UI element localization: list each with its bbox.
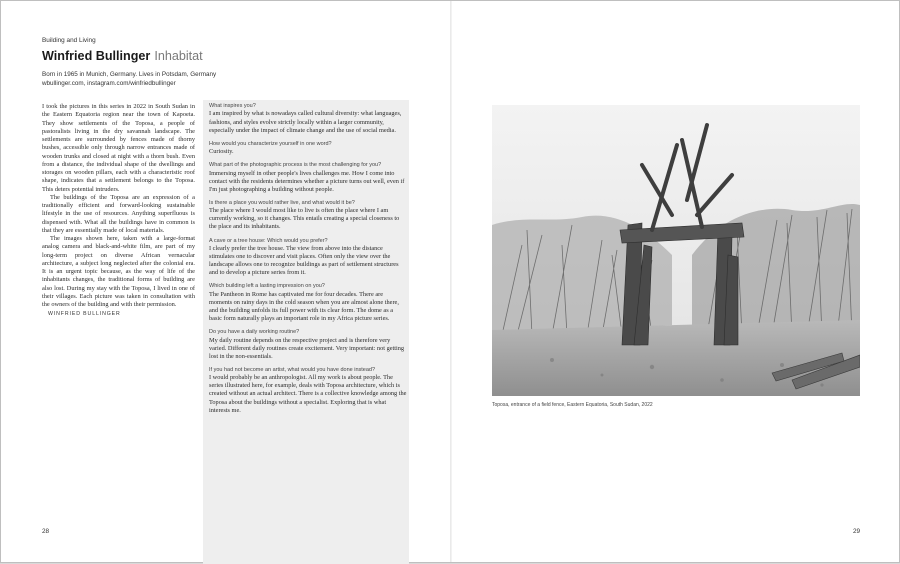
interview-item	[209, 367, 407, 415]
interview-question: Do you have a daily working routine?	[209, 329, 300, 336]
work-title: Inhabitat	[154, 49, 203, 63]
bio-birth-line: Born in 1965 in Munich, Germany. Lives in Potsdam, Germany	[42, 71, 217, 78]
section-label: Building and Living	[42, 37, 96, 44]
interview-question: How would you characterize yourself in one word?	[209, 140, 332, 147]
interview-answer: I would probably be an anthropologist. All my work is about people. The series illustrated here, for example, deals with Toposa architecture, which is created without an actual architect. There is a collective knowledge among the Toposa about the buildings without a specialist. Exploring that is what interests me.	[209, 374, 407, 414]
page-gutter	[450, 1, 452, 562]
page-number-right: 29	[853, 528, 861, 535]
artist-name: Winfried Bullinger	[42, 49, 151, 63]
interview-panel	[203, 100, 409, 564]
interview-answer: The Pantheon in Rome has captivated me for four decades. There are moments on rainy days in the cold season when you are almost alone there, and the building unfolds its full power with its clear form. The dome as a basic form naturally plays an important role in my Africa picture series.	[209, 290, 399, 323]
statement-paragraph: The buildings of the Toposa are an expression of a traditionally efficient and forward-looking sustainable lifestyle in the use of resources. Anything superfluous is dispensed with. What all the buildings have in common is that they are essentially made of local materials.	[42, 193, 195, 234]
statement-paragraph: I took the pictures in this series in 2022 in South Sudan in the Eastern Equatoria region near the town of Kapoeta. They show settlements of the Toposa, a people of pastoralists living in the dry savannah landscape. The settlements are surrounded by fences made of thorny bushes, accessible only through narrow entrances made of wooden trunks and closed at night with a thorn bush. Even from a distance, the individual shape of the dwellings and storages on wooden pillars, each with a characteristic roof shape, indicates that a settlement belongs to the Toposa. This deters potential intruders.	[42, 103, 195, 193]
interview-answer: I clearly prefer the tree house. The view from above into the distance stimulates one to discover and visit places. Often only the view over the landscape allows one to recognize buildings as part of settlement structures and to develop a picture series from it.	[209, 244, 399, 277]
bio-links-line: wbullinger.com, instagram.com/winfriedbullinger	[42, 80, 176, 87]
interview-item	[209, 103, 407, 135]
interview-question: What inspires you?	[209, 103, 256, 109]
interview-question: If you had not become an artist, what would you have done instead?	[209, 366, 376, 373]
photo-caption: Toposa, entrance of a field fence, Eastern Equatoria, South Sudan, 2022	[492, 402, 653, 408]
interview-question: Which building left a lasting impression on you?	[209, 283, 325, 290]
author-signature: WINFRIED BULLINGER	[48, 311, 121, 318]
interview-question: What part of the photographic process is the most challenging for you?	[209, 162, 382, 169]
interview-item	[209, 141, 407, 157]
artist-statement	[42, 103, 195, 319]
artist-bio	[42, 70, 216, 88]
photograph	[492, 105, 860, 396]
interview-answer: I am inspired by what is nowadays called cultural diversity: what languages, fashions, and styles evolve strictly locally within a larger community, especially under the impact of climate change and the use of social media.	[209, 110, 402, 134]
interview-item	[209, 200, 407, 232]
interview-answer: My daily routine depends on the respective project and is therefore very varied. Different daily routines create excitement. Very important: not getting lost in the non-essentials.	[209, 336, 405, 360]
interview-question: A cave or a tree house: Which would you prefer?	[209, 237, 328, 244]
page-number-left: 28	[42, 528, 50, 535]
interview-item	[209, 329, 407, 361]
interview-list	[209, 103, 407, 421]
interview-answer: Curiosity.	[209, 148, 234, 156]
interview-item	[209, 162, 407, 194]
interview-item	[209, 238, 407, 278]
interview-item	[209, 283, 407, 323]
interview-answer: Immersing myself in other people's lives challenges me. How I come into contact with the residents determines whether a picture turns out well, even if I'm just photographing a building without people.	[209, 169, 405, 193]
statement-paragraph: The images shown here, taken with a large-format analog camera and black-and-white film, are part of my long-term project on diverse African vernacular architecture, a subject long neglected after the colonial era. It is an urgent topic because, as the way of life of the inhabitants changes, the traditional forms of building are also lost. During my stay with the Toposa, I lived in one of their villages. Each picture was taken in consultation with the owners of the building and with their permission.	[42, 235, 195, 308]
photo-illustration	[492, 105, 860, 396]
interview-question: Is there a place you would rather live, and what would it be?	[209, 199, 355, 206]
page-title	[42, 49, 203, 63]
interview-answer: The place where I would most like to live is often the place where I am currently working, so it changes. This entails creating a special closeness to the place and its inhabitants.	[209, 207, 400, 231]
